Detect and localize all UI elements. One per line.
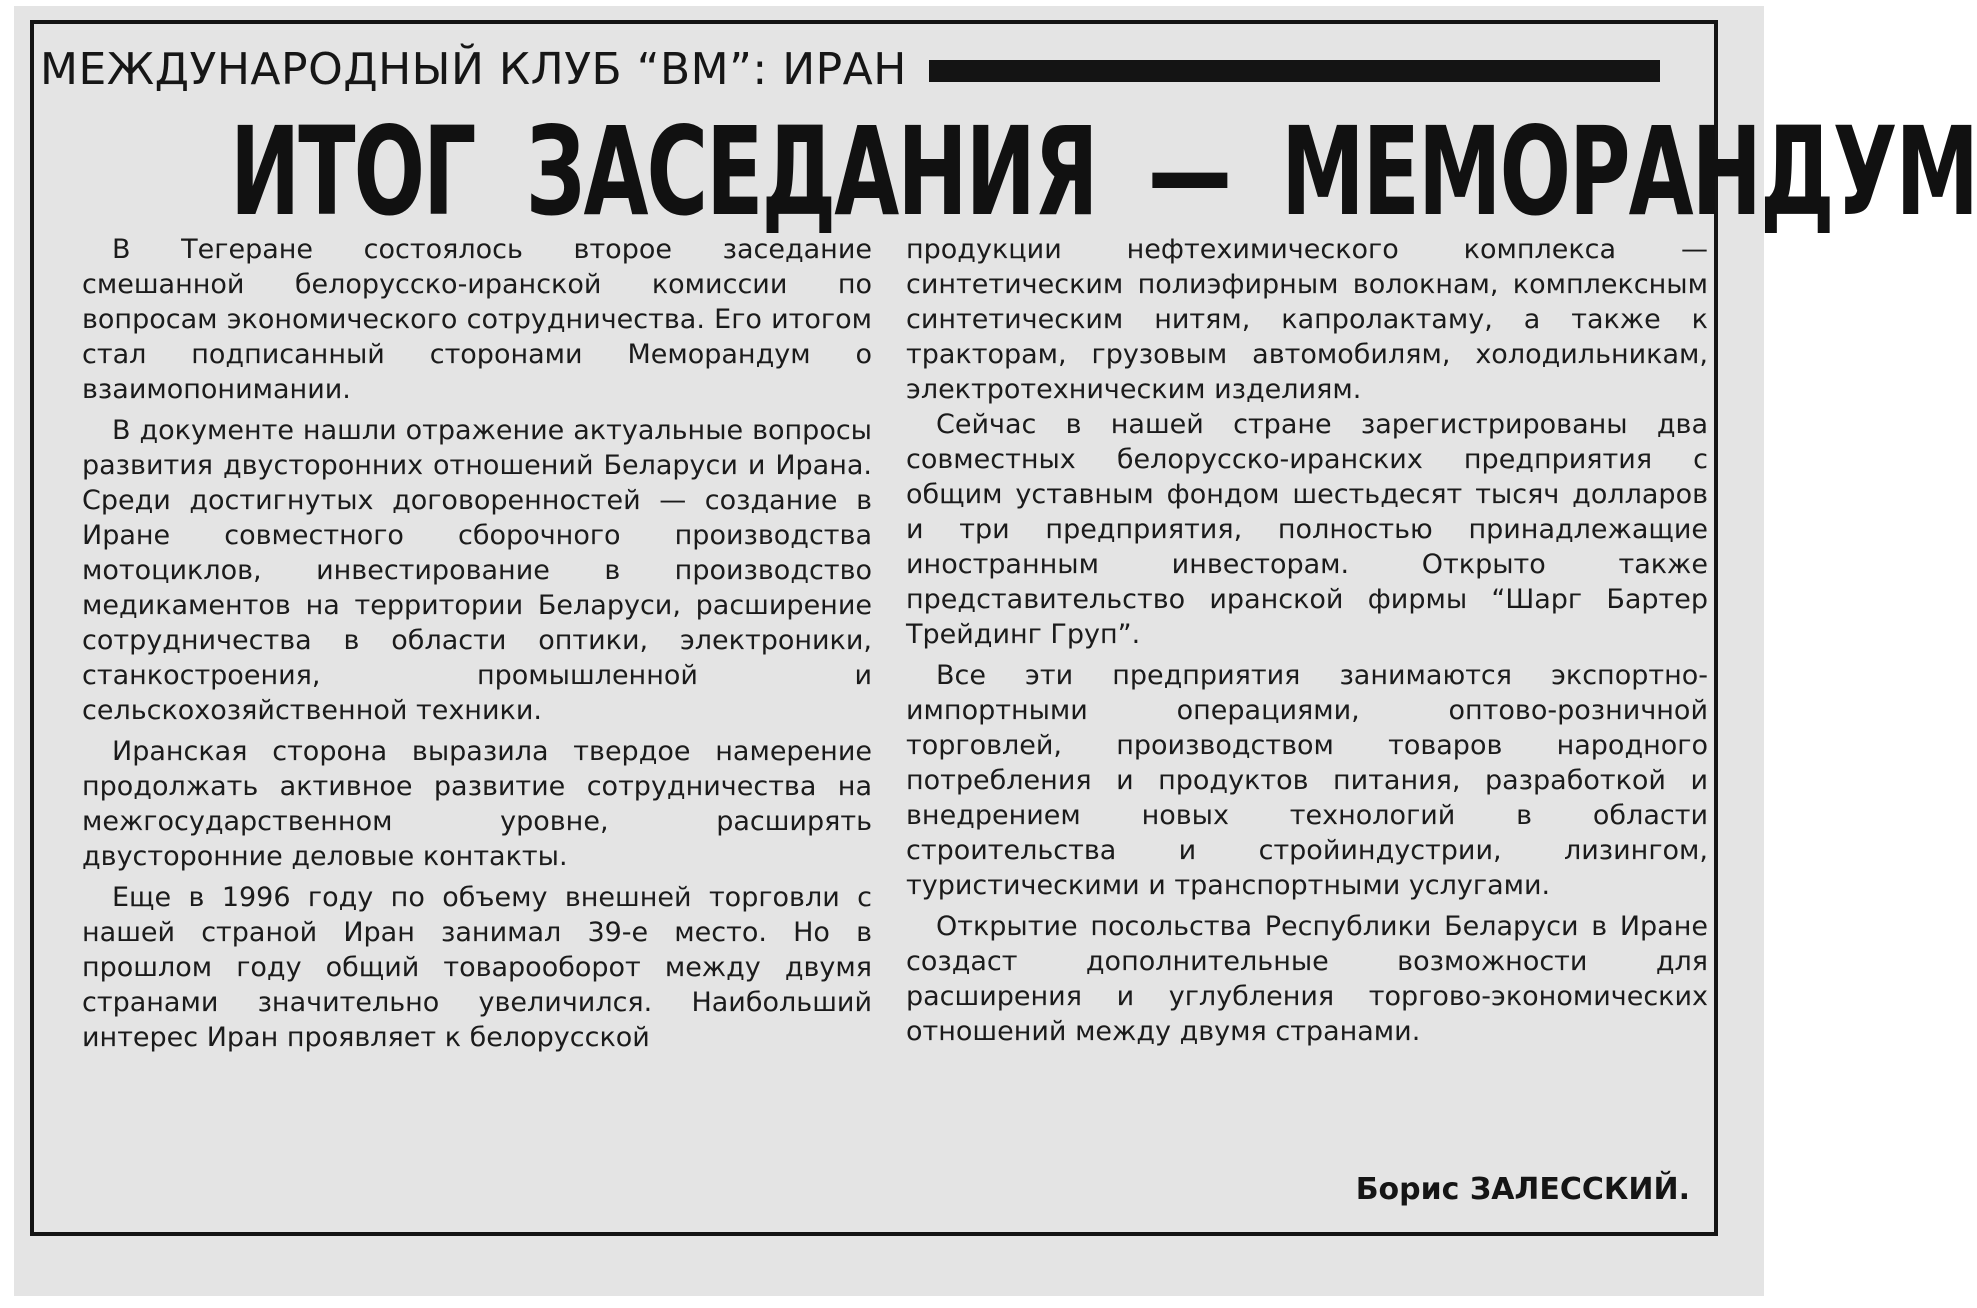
paragraph: Все эти предприятия занимаются экспортно-импортными операциями, оптово-розничной торговлей, производством товаров народного потребления и продуктов питания, разработкой и внедрением новых технологий в области строительства и стройиндустрии, лизингом, туристическими и транспортными услугами.: [906, 660, 1708, 901]
rubric-title: МЕЖДУНАРОДНЫЙ КЛУБ “ВМ”: ИРАН: [40, 43, 907, 95]
paragraph: Еще в 1996 году по объему внешней торговли с нашей страной Иран занимал 39-е место. Но в прошлом году общий товарооборот между двумя странами значительно увеличился. Наибольший интерес Иран проявляет к белорусской: [82, 882, 872, 1053]
rubric-rule: [929, 60, 1660, 82]
paragraph: В документе нашли отражение актуальные вопросы развития двусторонних отношений Беларуси и Ирана. Среди достигнутых договоренностей — создание в Иране совместного сборочного производства мотоциклов, инвестирование в производство медикаментов на территории Беларуси, расширение сотрудничества в области оптики, электроники, станкостроения, промышленной и сельскохозяйственной техники.: [82, 415, 872, 726]
paragraph: Сейчас в нашей стране зарегистрированы два совместных белорусско-иранских предприятия с общим уставным фондом шестьдесят тысяч долларов и три предприятия, полностью принадлежащие иностранным инвесторам. Открыто также представительство иранской фирмы “Шарг Бартер Трейдинг Груп”.: [906, 409, 1708, 650]
paragraph: Открытие посольства Республики Беларуси в Иране создаст дополнительные возможности для расширения и углубления торгово-экономических отношений между двумя странами.: [906, 911, 1708, 1047]
paragraph: Иранская сторона выразила твердое намерение продолжать активное развитие сотрудничества на межгосударственном уровне, расширять двусторонние деловые контакты.: [82, 736, 872, 872]
article-column-left: [82, 232, 872, 1055]
article-author: Борис ЗАЛЕССКИЙ.: [1355, 1172, 1690, 1207]
article-column-right: [906, 232, 1708, 1049]
paragraph: продукции нефтехимического комплекса — синтетическим полиэфирным волокнам, комплексным синтетическим нитям, капролактаму, а также к тракторам, грузовым автомобилям, холодильникам, электротехническим изделиям.: [906, 234, 1708, 405]
paragraph: В Тегеране состоялось второе заседание смешанной белорусско-иранской комиссии по вопросам экономического сотрудничества. Его итогом стал подписанный сторонами Меморандум о взаимопонимании.: [82, 234, 872, 405]
article-headline: ИТОГ ЗАСЕДАНИЯ — МЕМОРАНДУМ: [230, 100, 1977, 244]
